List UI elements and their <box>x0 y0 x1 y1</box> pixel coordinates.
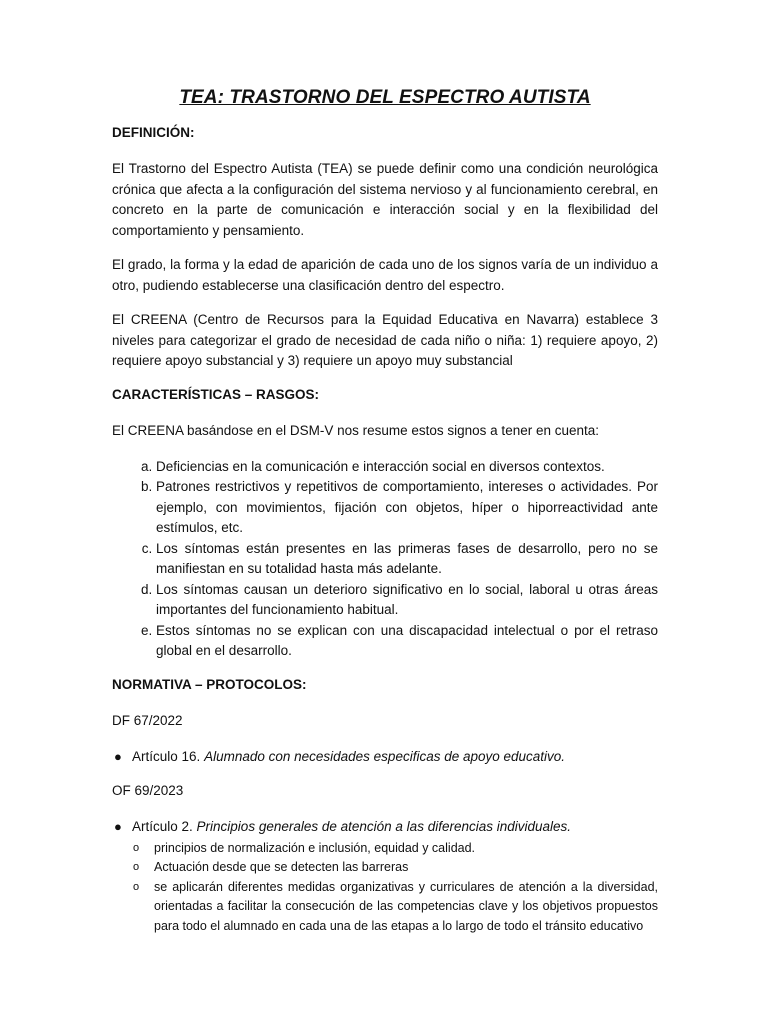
list-item: a. Deficiencias en la comunicación e interacción social en diversos contextos. <box>156 457 658 478</box>
bullet-icon: ● <box>114 748 122 764</box>
list-item: d. Los síntomas causan un deterioro significativo en lo social, laboral u otras áreas importantes del funcionamiento habitual. <box>156 580 658 621</box>
list-item <box>114 747 658 767</box>
paragraph-definicion-1: El Trastorno del Espectro Autista (TEA) se puede definir como una condición neurológica crónica que afecta a la configuración del sistema nervioso y al funcionamiento cerebral, en concreto en la parte de comunicación e interacción social y en la flexibilidad del comportamiento y pensamiento. <box>112 161 658 238</box>
list-item: e. Estos síntomas no se explican con una discapacidad intelectual o por el retraso global en el desarrollo. <box>156 621 658 662</box>
sub-list-item-text: Actuación desde que se detecten las barreras <box>154 860 409 874</box>
paragraph-definicion-3: El CREENA (Centro de Recursos para la Equidad Educativa en Navarra) establece 3 niveles para categorizar el grado de necesidad de cada niño o niña: 1) requiere apoyo, 2) requiere apoyo substancial y 3) requiere un apoyo muy substancial <box>112 312 658 368</box>
caracteristicas-list <box>112 457 658 662</box>
sub-list-item <box>133 858 658 878</box>
article-label: Artículo 2. <box>132 818 193 834</box>
section-heading-normativa: NORMATIVA – PROTOCOLOS: <box>112 676 307 692</box>
list-item: c. Los síntomas están presentes en las primeras fases de desarrollo, pero no se manifiestan en su totalidad hasta más adelante. <box>156 539 658 580</box>
article-description: Alumnado con necesidades especificas de apoyo educativo. <box>204 748 566 764</box>
sub-list-item-text: se aplicarán diferentes medidas organizativas y curriculares de atención a la diversidad, orientadas a facilitar la consecución de las competencias clave y los objetivos propuestos para todo el alumnado en cada una de las etapas a lo largo de todo el tránsito educativo <box>154 879 658 933</box>
section-heading-caracteristicas: CARACTERÍSTICAS – RASGOS: <box>112 386 320 402</box>
document-title: TEA: TRASTORNO DEL ESPECTRO AUTISTA <box>179 87 591 108</box>
circle-bullet-icon: o <box>133 861 140 873</box>
list-item: b. Patrones restrictivos y repetitivos de comportamiento, intereses o actividades. Por ejemplo, con movimientos, fijación con objetos, híper o hiporreactividad ante estímulos, etc. <box>156 477 658 539</box>
list-item <box>114 817 658 937</box>
circle-bullet-icon: o <box>133 880 140 893</box>
sub-list-item <box>133 878 658 937</box>
circle-bullet-icon: o <box>133 841 140 854</box>
sub-list-item-text: principios de normalización e inclusión, equidad y calidad. <box>154 840 476 855</box>
section-heading-definicion: DEFINICIÓN: <box>112 125 195 140</box>
article-description: Principios generales de atención a las diferencias individuales. <box>196 818 572 834</box>
decree-of-articles <box>112 817 658 937</box>
decree-df-articles <box>112 747 658 767</box>
article-label: Artículo 16. <box>132 748 201 764</box>
sub-list-item <box>133 839 658 859</box>
bullet-icon: ● <box>114 818 122 834</box>
article-sub-list <box>132 839 658 937</box>
paragraph-definicion-2: El grado, la forma y la edad de aparición de cada uno de los signos varía de un individuo a otro, pudiendo establecerse una clasificación dentro del espectro. <box>112 257 658 293</box>
decree-code-df: DF 67/2022 <box>112 712 183 728</box>
decree-code-of: OF 69/2023 <box>112 782 184 798</box>
paragraph-caracteristicas-intro: El CREENA basándose en el DSM-V nos resume estos signos a tener en cuenta: <box>112 422 600 438</box>
